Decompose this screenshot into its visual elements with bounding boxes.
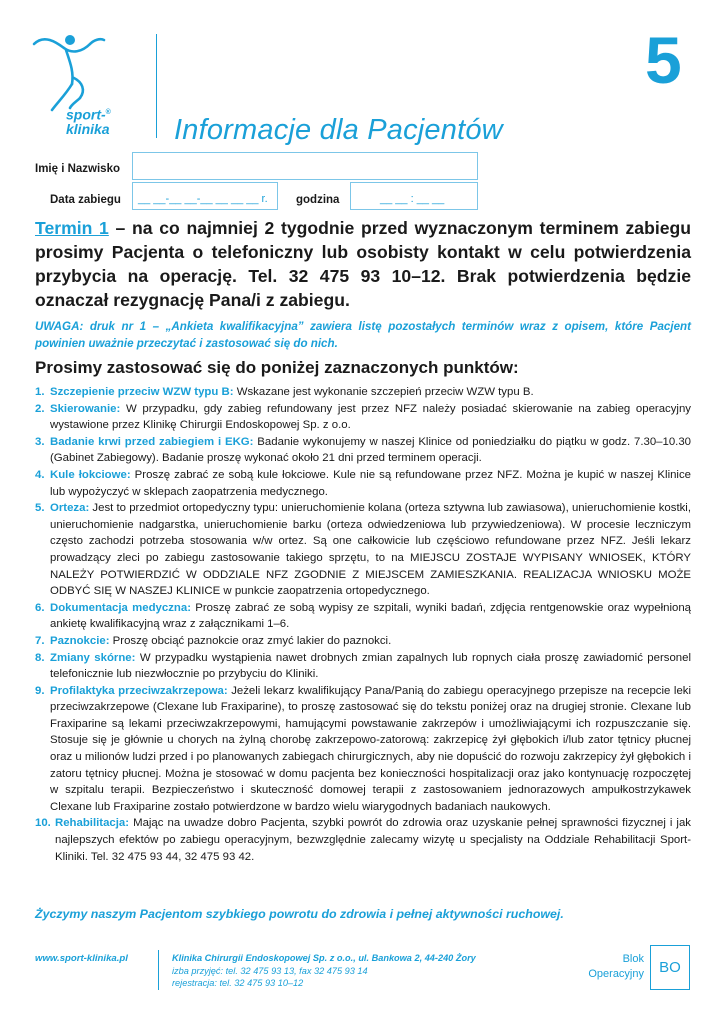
list-item <box>35 650 691 683</box>
item-heading: Skierowanie: <box>50 402 121 415</box>
item-number: 9. <box>35 684 45 697</box>
time-placeholder: __ __ : __ __ <box>380 193 445 205</box>
website-link[interactable]: www.sport-klinika.pl <box>35 953 128 964</box>
item-text: Badanie wykonujemy w naszej Klinice od poniedziałku do piątku w godz. 7.30–10.30 (Gabinet Zabiegowy). Badanie proszę wykonać około 21 dni przed terminem operacji. <box>50 435 691 465</box>
time-label: godzina <box>296 194 340 206</box>
list-item <box>35 683 691 816</box>
list-item <box>35 384 691 401</box>
item-heading: Profilaktyka przeciwzakrzepowa: <box>50 684 228 697</box>
registration-phone: rejestracja: tel. 32 475 93 10–12 <box>172 978 304 988</box>
list-item <box>35 815 691 865</box>
item-heading: Szczepienie przeciw WZW typu B: <box>50 386 234 398</box>
list-item <box>35 633 691 650</box>
term-label: Termin 1 <box>35 218 109 238</box>
list-item <box>35 401 691 434</box>
item-number: 4. <box>35 468 45 481</box>
department-badge: BO <box>650 945 690 990</box>
item-text: Jeżeli lekarz kwalifikujący Pana/Panią do zabiegu operacyjnego przepisze na recepcie leki przeciwzakrzepowe (Clexane lub Fraxiparine), to proszę zastosować się do tekstu poniżej oraz na drugiej stronie. Clexane lub Fraxiparine są lekami przeciwzakrzepowymi, hamującymi powstawanie zakrzepów i umożliwiającymi ich rozpuszczanie się. Stosuje się je głównie u chorych na żylną chorobę zakrzepowo-zatorową: zakrzepicę żył głębokich i/lub zator tętnicy płucnej oraz u milionów ludzi przed i po planowanych zabiegach chirurgicznych, aby nie dopuścić do rozwoju zakrzepicy żył głębokich i zatoru tętnicy płucnej. Można je stosować w domu pacjenta bez konieczności hospitalizacji oraz jako kontynuację rozpoczętej w szpitalu terapii. Bezpieczeństwo i skuteczność domowej terapii z zastosowaniem jednorazowych ampułkostrzykawek Clexane lub Fraxiparine zostało potwierdzone w bardzo wielu wiarygodnych badaniach naukowych. <box>50 684 691 813</box>
item-number: 8. <box>35 651 45 664</box>
section-title: Prosimy zastosować się do poniżej zaznaczonych punktów: <box>35 358 519 377</box>
name-label: Imię i Nazwisko <box>35 163 121 175</box>
item-heading: Zmiany skórne: <box>50 651 136 664</box>
department-label: Blok Operacyjny <box>588 953 644 980</box>
page-number: 5 <box>645 23 682 97</box>
footer-divider <box>158 950 159 990</box>
logo-figure-icon <box>30 32 140 112</box>
item-number: 3. <box>35 435 45 448</box>
item-text: Mając na uwadze dobro Pacjenta, szybki powrót do zdrowia oraz uzyskanie pełnej sprawności fizycznej i jak najlepszych efektów po zabiegu operacyjnym, bezwzględnie zalecamy wizytę u specjalisty na Oddziale Rehabilitacji Sport-Kliniki. Tel. 32 475 93 44, 32 475 93 42. <box>55 817 691 863</box>
item-number: 1. <box>35 386 45 398</box>
item-number: 5. <box>35 502 45 515</box>
item-text: Proszę zabrać ze sobą kule łokciowe. Kule nie są refundowane przez NFZ. Można je kupić w naszej Klinice lub wypożyczyć w sklepach zaopatrzenia medycznego. <box>50 468 691 498</box>
item-heading: Paznokcie: <box>50 634 110 647</box>
item-text: W przypadku, gdy zabieg refundowany jest przez NFZ należy posiadać skierowanie na zabieg operacyjny wystawione przez Klinikę Chirurgii Endoskopowej Sp. z o.o. <box>50 402 691 432</box>
item-heading: Dokumentacja medyczna: <box>50 601 192 614</box>
item-text: Jest to przedmiot ortopedyczny typu: unieruchomienie kolana (orteza sztywna lub zawiasowa), unieruchomienie kostki, unieruchomienie nadgarstka, unieruchomienie barku (orteza odwiedzeniowa lub przywiedzeniowa). W procesie leczniczym często zachodzi potrzeba stosowania w/w ortez. Są one całkowicie lub częściowo refundowane przez NFZ. Jeśli lekarz prowadzący zleci po zabiegu zastosowanie takiego sprzętu, to na MIEJSCU ZOSTAJE WYPISANY WNIOSEK, KTÓRY NALEŻY POTWIERDZIĆ W ODDZIALE NFZ ZGODNIE Z MIEJSCEM ZAMIESZKANIA. REALIZACJA WNIOSKU MOŻE ODBYĆ SIĘ W NASZEJ KLINICE w punkcie zaopatrzenia ortopedycznego. <box>50 502 691 598</box>
item-heading: Rehabilitacja: <box>55 817 130 830</box>
closing-wish: Życzymy naszym Pacjentom szybkiego powrotu do zdrowia i pełnej aktywności ruchowej. <box>35 907 564 921</box>
list-item <box>35 600 691 633</box>
page-title: Informacje dla Pacjentów <box>174 114 503 146</box>
item-number: 10. <box>35 817 51 830</box>
instructions-list <box>35 384 691 865</box>
list-item <box>35 500 691 600</box>
item-text: Proszę obciąć paznokcie oraz zmyć lakier do paznokci. <box>109 634 392 647</box>
item-text: Wskazane jest wykonanie szczepień przeciw WZW typu B. <box>233 386 534 398</box>
name-field[interactable] <box>132 152 478 180</box>
item-text: W przypadku wystąpienia nawet drobnych zmian zapalnych lub ropnych ciała proszę zawiadomić personel telefonicznie lub niezwłocznie po przybyciu do Kliniki. <box>50 651 691 681</box>
item-heading: Orteza: <box>50 502 90 515</box>
list-item <box>35 434 691 467</box>
list-item <box>35 467 691 500</box>
item-number: 2. <box>35 402 45 415</box>
item-heading: Badanie krwi przed zabiegiem i EKG: <box>50 435 254 448</box>
date-label: Data zabiegu <box>50 194 121 206</box>
clinic-address: Klinika Chirurgii Endoskopowej Sp. z o.o., ul. Bankowa 2, 44-240 Żory <box>172 953 476 963</box>
item-number: 7. <box>35 634 45 647</box>
date-placeholder: __ __-__ __-__ __ __ __ r. <box>138 193 268 205</box>
item-number: 6. <box>35 601 45 614</box>
admission-phone: izba przyjęć: tel. 32 475 93 13, fax 32 475 93 14 <box>172 966 368 976</box>
warning-note: UWAGA: druk nr 1 – „Ankieta kwalifikacyjna” zawiera listę pozostałych terminów wraz z opisem, które Pacjent powinien uważnie przeczytać i zastosować się do nich. <box>35 320 691 350</box>
intro-text: – na co najmniej 2 tygodnie przed wyznaczonym terminem zabiegu prosimy Pacjenta o telefoniczny lub osobisty kontakt w celu potwierdzenia przybycia na operację. Tel. 32 475 93 10–12. Brak potwierdzenia będzie oznaczał rezygnację Pana/i z zabiegu. <box>35 218 692 310</box>
item-text: Proszę zabrać ze sobą wypisy ze szpitali, wyniki badań, zdjęcia rentgenowskie oraz wypełnioną ankietę kwalifikacyjną wraz z załącznikami 1–6. <box>50 601 692 631</box>
header-divider <box>156 34 157 138</box>
logo-wordmark: sport-® klinika <box>66 106 111 137</box>
item-heading: Kule łokciowe: <box>50 468 131 481</box>
intro-paragraph <box>35 216 691 312</box>
